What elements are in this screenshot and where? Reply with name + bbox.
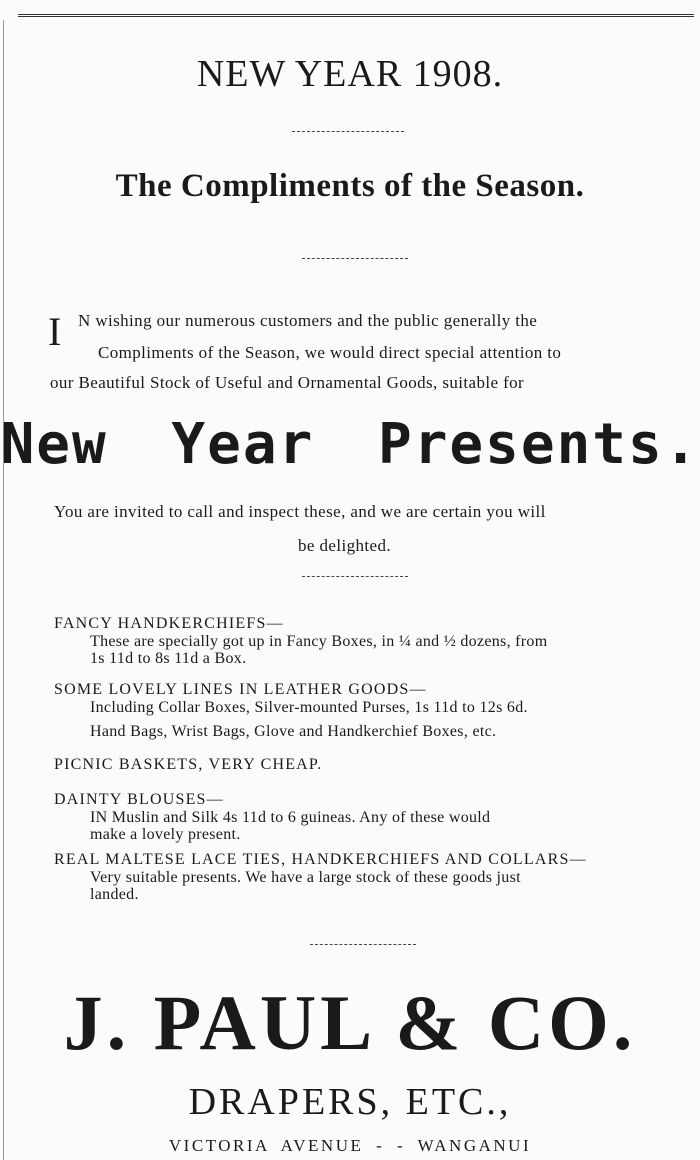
intro-line-1: N wishing our numerous customers and the public generally the (78, 311, 538, 330)
divider (302, 576, 408, 577)
item-heading: REAL MALTESE LACE TIES, HANDKERCHIEFS AND COLLARS— (54, 851, 587, 868)
item-description: landed. (90, 886, 139, 903)
item-leather-goods (54, 681, 694, 716)
item-maltese-lace (54, 851, 694, 903)
divider (292, 131, 404, 132)
intro-line-2: Compliments of the Season, we would direct special attention to (98, 343, 562, 362)
item-heading: FANCY HANDKERCHIEFS— (54, 615, 284, 632)
ad-title: NEW YEAR 1908. (196, 53, 504, 95)
item-description: IN Muslin and Silk 4s 11d to 6 guineas. Any of these would (90, 809, 491, 826)
item-leather-goods-continued (54, 723, 694, 740)
dropcap-letter: I (48, 309, 62, 354)
firm-name: J. PAUL & CO. (63, 979, 637, 1066)
divider (302, 258, 408, 259)
invite-line-1: You are invited to call and inspect these, and we are certain you will (54, 502, 546, 521)
item-heading: DAINTY BLOUSES— (54, 791, 224, 808)
item-description: Hand Bags, Wrist Bags, Glove and Handkerchief Boxes, etc. (90, 723, 497, 740)
new-year-presents-headline: New Year Presents. (0, 412, 700, 477)
intro-line-3: our Beautiful Stock of Useful and Ornamental Goods, suitable for (50, 373, 525, 392)
divider (310, 944, 416, 945)
firm-address: VICTORIA AVENUE - - WANGANUI (168, 1136, 532, 1155)
item-heading: SOME LOVELY LINES IN LEATHER GOODS— (54, 681, 427, 698)
compliments-heading: The Compliments of the Season. (115, 168, 585, 204)
item-description: Very suitable presents. We have a large stock of these goods just (90, 869, 521, 886)
item-fancy-handkerchiefs (54, 615, 694, 667)
top-border-rule (18, 14, 694, 21)
trade-description: DRAPERS, ETC., (188, 1081, 512, 1123)
item-heading: PICNIC BASKETS, VERY CHEAP. (54, 756, 323, 773)
item-description: Including Collar Boxes, Silver-mounted Purses, 1s 11d to 12s 6d. (90, 699, 528, 716)
item-picnic-baskets (54, 756, 694, 774)
invite-line-2: be delighted. (298, 536, 392, 555)
item-dainty-blouses (54, 791, 694, 843)
item-description: make a lovely present. (90, 826, 241, 843)
item-description: These are specially got up in Fancy Boxes, in ¼ and ½ dozens, from (90, 633, 548, 650)
item-description: 1s 11d to 8s 11d a Box. (90, 650, 247, 667)
